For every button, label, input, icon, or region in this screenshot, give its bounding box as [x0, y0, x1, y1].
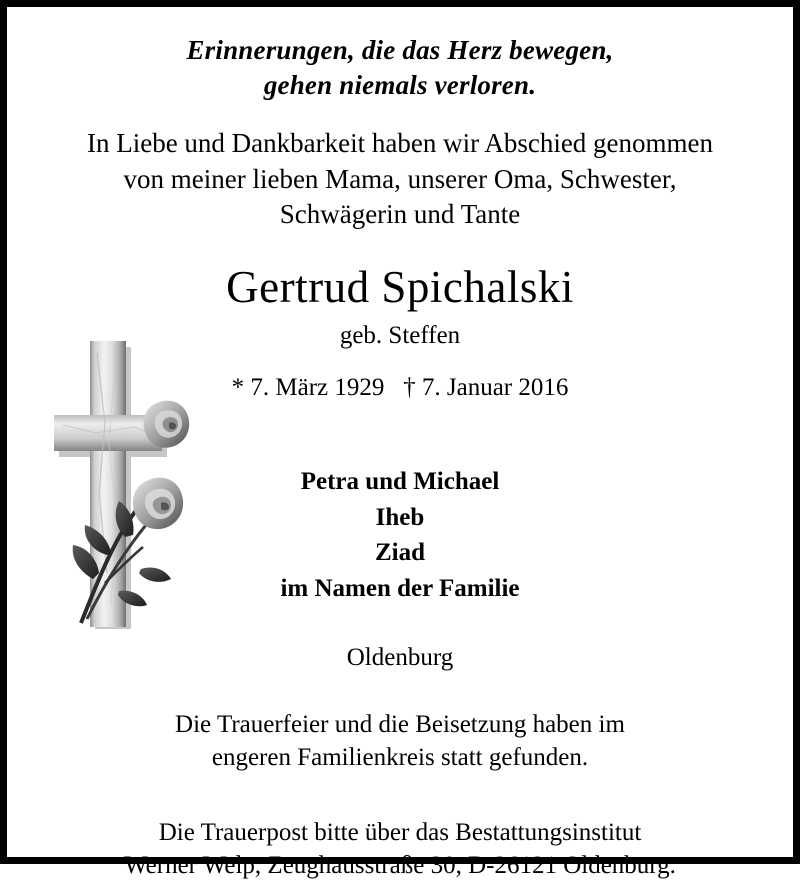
deceased-name: Gertrud Spichalski: [226, 261, 574, 312]
condolence-address: [33, 816, 767, 882]
verse-line-1: Erinnerungen, die das Herz bewegen,: [186, 35, 614, 65]
intro-line-3: Schwägerin und Tante: [279, 199, 521, 230]
intro-line-1: In Liebe und Dankbarkeit haben wir Abschied genommen: [86, 128, 714, 159]
life-dates: * 7. März 1929 † 7. Januar 2016: [231, 374, 569, 402]
postinfo-line-2: Werner Welp, Zeughausstraße 30, D-26121 Oldenburg.: [124, 852, 676, 880]
intro-line-2: von meiner lieben Mama, unserer Oma, Schwester,: [123, 163, 677, 194]
ceremony-line-1: Die Trauerfeier und die Beisetzung haben im: [175, 711, 625, 739]
verse-line-2: gehen niemals verloren.: [263, 69, 537, 100]
verse: [33, 33, 767, 102]
obituary-inner: [33, 33, 767, 880]
stone-cross-with-roses-graphic: [35, 333, 220, 638]
ceremony-line-2: engeren Familienkreis statt gefunden.: [211, 744, 589, 772]
cross-roses-icon: [35, 333, 220, 638]
ceremony-note: [33, 708, 767, 774]
mourner-line: im Namen der Familie: [280, 574, 520, 602]
birth-name: geb. Steffen: [339, 322, 461, 350]
intro-text: [33, 126, 767, 233]
mourner-line: Iheb: [375, 503, 425, 531]
mourner-line: Petra und Michael: [300, 468, 500, 496]
mourner-line: Ziad: [374, 539, 426, 567]
city: Oldenburg: [346, 644, 454, 672]
postinfo-line-1: Die Trauerpost bitte über das Bestattungsinstitut: [158, 819, 642, 847]
